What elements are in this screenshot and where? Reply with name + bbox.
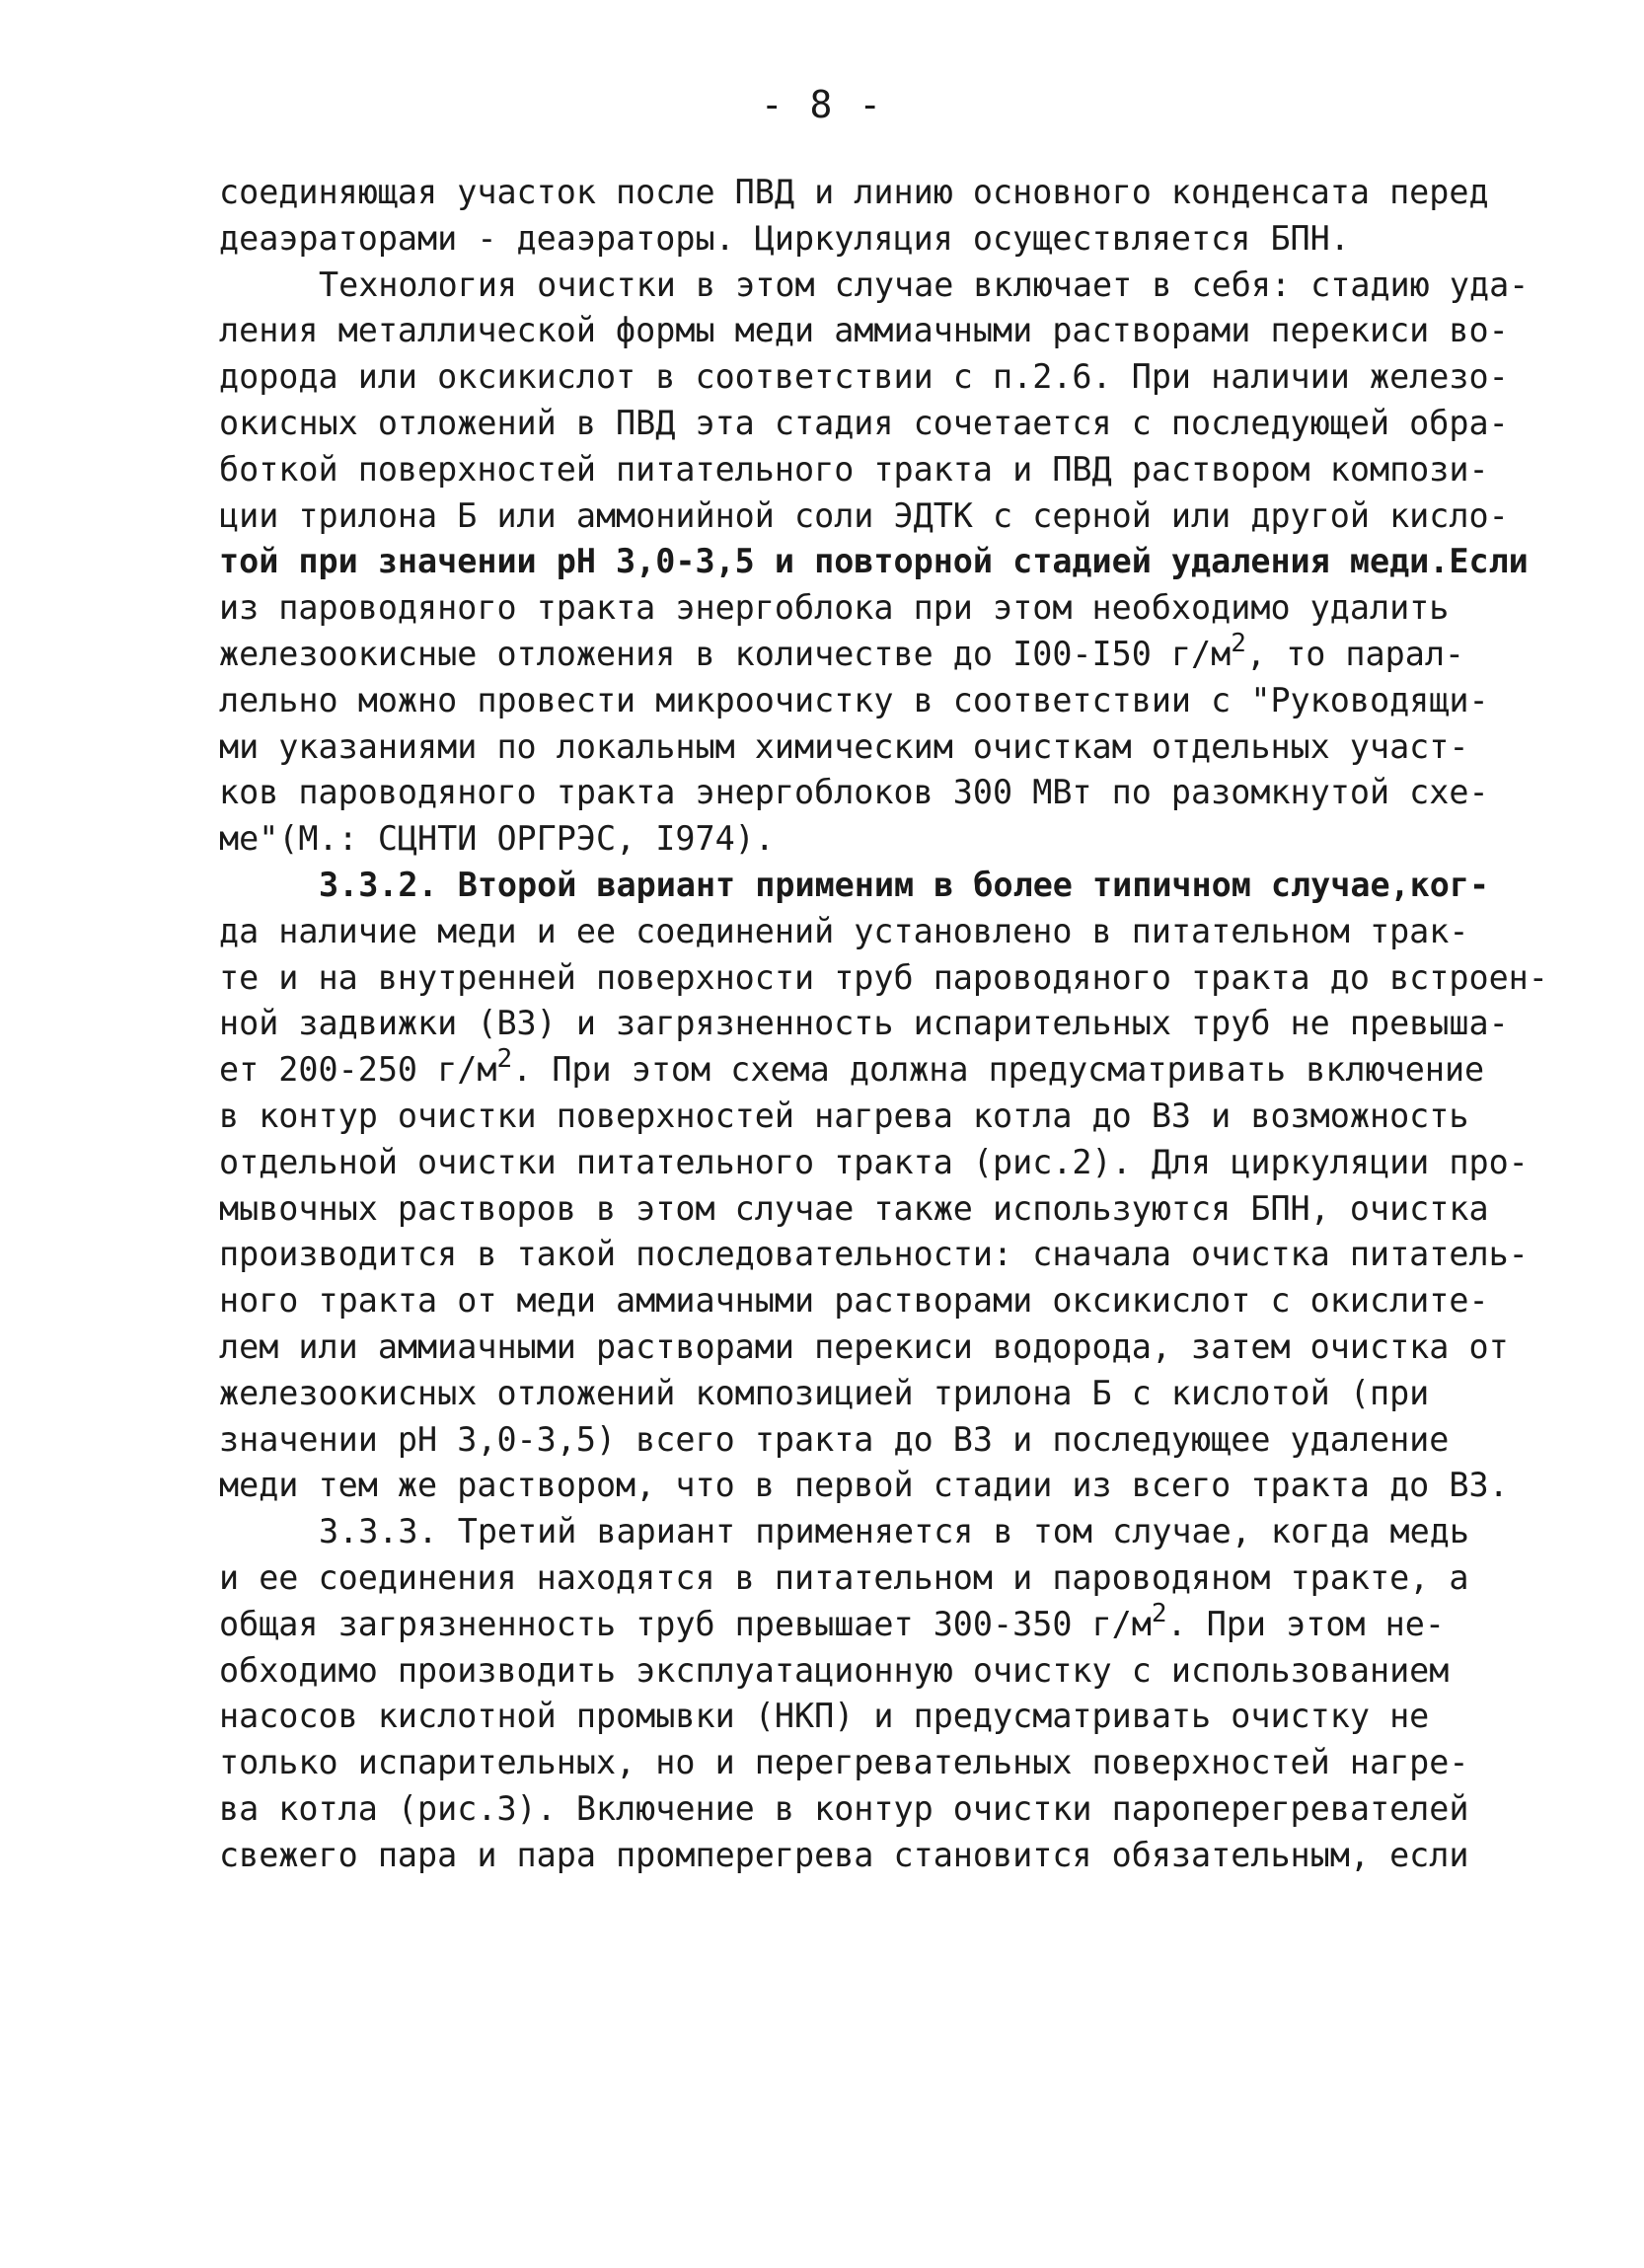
text-line: да наличие меди и ее соединений установлено в питательном трак- — [219, 911, 1469, 950]
text-line: той при значении pH 3,0-3,5 и повторной стадией удаления меди.Если — [219, 542, 1529, 581]
text-line: в контур очистки поверхностей нагрева котла до ВЗ и возможность — [219, 1096, 1469, 1135]
body-text — [219, 170, 1548, 1878]
text-line-with-superscript — [219, 1598, 1502, 1648]
paragraph-start-line: 3.3.2. Второй вариант применим в более типичном случае,ког- — [319, 865, 1490, 904]
text-line: те и на внутренней поверхности труб пароводяного тракта до встроен- — [219, 957, 1548, 997]
text-line: насосов кислотной промывки (НКП) и предусматривать очистку не — [219, 1697, 1430, 1736]
text-line: соединяющая участок после ПВД и линию основного конденсата перед — [219, 173, 1489, 211]
text-line: ков пароводяного тракта энергоблоков 300 МВт по разомкнутой схе- — [219, 773, 1489, 812]
superscript: 2 — [1231, 628, 1246, 658]
text-line: свежего пара и пара промперегрева становится обязательным, если — [219, 1835, 1469, 1874]
text-segment: общая загрязненность труб превышает 300-350 г/м — [219, 1604, 1152, 1643]
text-line: значении pH 3,0-3,5) всего тракта до ВЗ и последующее удаление — [219, 1419, 1450, 1459]
text-line: ного тракта от меди аммиачными растворами оксикислот с окислите- — [219, 1281, 1489, 1321]
text-line: только испарительных, но и перегревательных поверхностей нагре- — [219, 1743, 1469, 1782]
text-segment: железоокисные отложения в количестве до I00-I50 г/м — [219, 634, 1232, 673]
text-line: боткой поверхностей питательного тракта и ПВД раствором компози- — [219, 449, 1489, 489]
text-line: ции трилона Б или аммонийной соли ЭДТК с серной или другой кисло- — [219, 495, 1509, 535]
text-line: отдельной очистки питательного тракта (рис.2). Для циркуляции про- — [219, 1142, 1529, 1181]
text-segment: . При этом схема должна предусматривать включение — [512, 1050, 1485, 1090]
text-line: обходимо производить эксплуатационную очистку с использованием — [219, 1650, 1450, 1690]
text-line: ления металлической формы меди аммиачными растворами перекиси во- — [219, 311, 1509, 350]
text-line: лем или аммиачными растворами перекиси водорода, затем очистка от — [219, 1326, 1509, 1366]
text-line: меди тем же раствором, что в первой стадии из всего тракта до ВЗ. — [219, 1466, 1509, 1505]
text-line: и ее соединения находятся в питательном и пароводяном тракте, а — [219, 1557, 1469, 1597]
text-line: ва котла (рис.3). Включение в контур очистки пароперегревателей — [219, 1788, 1469, 1828]
text-line-with-superscript — [219, 628, 1502, 678]
text-segment: ет 200-250 г/м — [219, 1050, 497, 1090]
text-line: окисных отложений в ПВД эта стадия сочетается с последующей обра- — [219, 403, 1509, 442]
text-line: мывочных растворов в этом случае также используются БПН, очистка — [219, 1188, 1489, 1228]
text-line: ми указаниями по локальным химическим очисткам отдельных участ- — [219, 726, 1469, 766]
text-line: производится в такой последовательности: сначала очистка питатель- — [219, 1235, 1529, 1274]
text-line: ме"(М.: СЦНТИ ОРГРЭС, I974). — [219, 819, 775, 859]
text-line: из пароводяного тракта энергоблока при этом необходимо удалить — [219, 588, 1450, 628]
text-line: дорода или оксикислот в соответствии с п.2.6. При наличии железо- — [219, 357, 1509, 397]
superscript: 2 — [496, 1044, 513, 1075]
text-segment: , то парал- — [1245, 634, 1465, 673]
text-line: деаэраторами - деаэраторы. Циркуляция осуществляется БПН. — [219, 218, 1350, 258]
text-segment: . При этом не- — [1166, 1604, 1445, 1643]
paragraph-start-line: Технология очистки в этом случае включает в себя: стадию уда- — [319, 265, 1530, 304]
page-number: - 8 - — [760, 83, 884, 126]
paragraph-start-line: 3.3.3. Третий вариант применяется в том случае, когда медь — [319, 1512, 1469, 1551]
superscript: 2 — [1151, 1598, 1167, 1628]
text-line: железоокисных отложений композицией трилона Б с кислотой (при — [219, 1373, 1430, 1412]
text-line: лельно можно провести микроочистку в соответствии с "Руководящи- — [219, 680, 1489, 719]
text-line: ной задвижки (ВЗ) и загрязненность испарительных труб не превыша- — [219, 1004, 1509, 1043]
text-line-with-superscript — [219, 1044, 1502, 1094]
